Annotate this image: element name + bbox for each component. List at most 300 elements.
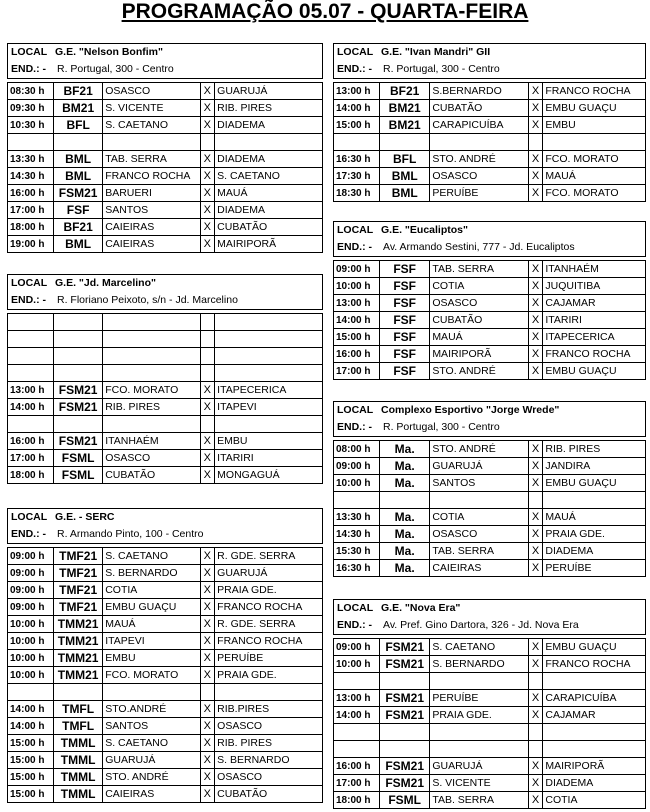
match-category: [54, 365, 103, 382]
versus-mark: X: [528, 707, 543, 724]
versus-mark: X: [528, 185, 543, 202]
schedule-table: [333, 638, 646, 809]
match-category: BF21: [380, 83, 430, 100]
match-time: [334, 741, 380, 758]
away-team: OSASCO: [215, 718, 323, 735]
versus-mark: X: [200, 752, 215, 769]
versus-mark: X: [528, 117, 543, 134]
versus-mark: X: [200, 548, 215, 565]
table-row: [334, 295, 646, 312]
venue-nelson-bonfim: [7, 43, 323, 253]
versus-mark: X: [528, 83, 543, 100]
match-time: 15:00 h: [334, 329, 380, 346]
home-team: S. BERNARDO: [103, 565, 200, 582]
home-team: RIB. PIRES: [103, 399, 200, 416]
home-team: TAB. SERRA: [430, 261, 528, 278]
home-team: [103, 365, 200, 382]
match-category: BML: [54, 236, 103, 253]
venue-local-line: [337, 600, 645, 617]
end-label: END.: -: [337, 619, 372, 631]
match-category: TMFL: [54, 718, 103, 735]
venue-address: R. Portugal, 300 - Centro: [383, 63, 500, 75]
table-row: [8, 331, 323, 348]
table-row: [334, 312, 646, 329]
end-label: END.: -: [11, 294, 46, 306]
venue-local-line: [11, 509, 322, 526]
table-row: [334, 560, 646, 577]
home-team: OSASCO: [430, 526, 528, 543]
away-team: FCO. MORATO: [543, 151, 646, 168]
schedule-table: [333, 260, 646, 380]
away-team: ITARIRI: [543, 312, 646, 329]
table-row: [8, 633, 323, 650]
match-category: BML: [54, 168, 103, 185]
match-time: 18:00 h: [8, 467, 54, 484]
match-time: 13:30 h: [8, 151, 54, 168]
match-time: 09:00 h: [8, 565, 54, 582]
match-time: 10:00 h: [8, 667, 54, 684]
match-category: FSF: [380, 295, 430, 312]
home-team: S. CAETANO: [430, 639, 528, 656]
versus-mark: X: [200, 185, 215, 202]
versus-mark: X: [200, 236, 215, 253]
table-row: [334, 792, 646, 809]
match-time: [8, 416, 54, 433]
away-team: [215, 365, 323, 382]
table-row: [334, 168, 646, 185]
match-category: FSF: [380, 278, 430, 295]
table-row: [8, 236, 323, 253]
match-category: TMM21: [54, 667, 103, 684]
table-row: [8, 599, 323, 616]
match-category: TMM21: [54, 616, 103, 633]
table-row: [334, 83, 646, 100]
match-category: FSM21: [380, 707, 430, 724]
away-team: JANDIRA: [543, 458, 646, 475]
match-category: [380, 673, 430, 690]
match-time: 09:00 h: [8, 548, 54, 565]
away-team: PRAIA GDE.: [543, 526, 646, 543]
match-category: FSF: [380, 346, 430, 363]
versus-mark: X: [200, 467, 215, 484]
home-team: ITANHAÉM: [103, 433, 200, 450]
match-category: TMF21: [54, 548, 103, 565]
match-category: [54, 134, 103, 151]
away-team: [215, 134, 323, 151]
away-team: PERUÍBE: [543, 560, 646, 577]
venue-header: [7, 274, 323, 310]
versus-mark: [528, 492, 543, 509]
versus-mark: X: [528, 792, 543, 809]
versus-mark: X: [528, 261, 543, 278]
venue-local-line: [337, 402, 645, 419]
table-row: [8, 83, 323, 100]
home-team: OSASCO: [430, 295, 528, 312]
table-row: [8, 548, 323, 565]
away-team: FRANCO ROCHA: [543, 346, 646, 363]
away-team: MAIRIPORÃ: [543, 758, 646, 775]
table-row: [334, 690, 646, 707]
venue-local-line: [337, 222, 645, 239]
away-team: [543, 134, 646, 151]
home-team: BARUERI: [103, 185, 200, 202]
home-team: [103, 134, 200, 151]
home-team: GUARUJÁ: [103, 752, 200, 769]
versus-mark: X: [200, 769, 215, 786]
match-category: Ma.: [380, 560, 430, 577]
home-team: CAIEIRAS: [103, 219, 200, 236]
match-category: TMM21: [54, 650, 103, 667]
match-category: FSM21: [54, 185, 103, 202]
home-team: EMBU: [103, 650, 200, 667]
versus-mark: X: [528, 690, 543, 707]
match-time: 18:30 h: [334, 185, 380, 202]
away-team: MAIRIPORÃ: [215, 236, 323, 253]
away-team: MAUÁ: [215, 185, 323, 202]
versus-mark: [200, 331, 215, 348]
away-team: S. CAETANO: [215, 168, 323, 185]
away-team: DIADEMA: [215, 202, 323, 219]
match-category: BML: [380, 185, 430, 202]
local-label: LOCAL: [11, 277, 48, 289]
table-row: [334, 639, 646, 656]
match-time: 16:30 h: [334, 151, 380, 168]
end-label: END.: -: [337, 241, 372, 253]
table-row: [8, 786, 323, 803]
match-category: FSM21: [54, 382, 103, 399]
venue-address: R. Portugal, 300 - Centro: [57, 63, 174, 75]
venue-ivan-mandri: [333, 43, 646, 202]
match-category: FSM21: [380, 656, 430, 673]
match-category: [54, 348, 103, 365]
away-team: FRANCO ROCHA: [543, 83, 646, 100]
table-row: [8, 684, 323, 701]
versus-mark: X: [528, 100, 543, 117]
table-row: [8, 219, 323, 236]
match-category: Ma.: [380, 441, 430, 458]
away-team: RIB. PIRES: [215, 100, 323, 117]
table-row: [334, 185, 646, 202]
table-row: [334, 475, 646, 492]
away-team: S. BERNARDO: [215, 752, 323, 769]
versus-mark: X: [200, 650, 215, 667]
match-time: 13:00 h: [334, 295, 380, 312]
versus-mark: X: [528, 151, 543, 168]
match-time: 09:30 h: [8, 100, 54, 117]
away-team: R. GDE. SERRA: [215, 616, 323, 633]
match-time: [8, 134, 54, 151]
venue-name: G.E. "Jd. Marcelino": [55, 277, 156, 289]
table-row: [334, 261, 646, 278]
table-row: [8, 701, 323, 718]
away-team: RIB. PIRES: [215, 735, 323, 752]
venue-jorge-wrede: [333, 401, 646, 577]
table-row: [334, 329, 646, 346]
venue-name: G.E. "Eucaliptos": [381, 224, 468, 236]
versus-mark: X: [528, 363, 543, 380]
venue-header: [7, 508, 323, 544]
match-category: BF21: [54, 83, 103, 100]
match-time: 10:00 h: [334, 475, 380, 492]
home-team: TAB. SERRA: [430, 792, 528, 809]
venue-name: G.E. - SERC: [55, 511, 115, 523]
versus-mark: [528, 134, 543, 151]
match-time: 16:00 h: [334, 758, 380, 775]
table-row: [8, 117, 323, 134]
home-team: S.BERNARDO: [430, 83, 528, 100]
match-time: 08:00 h: [334, 441, 380, 458]
away-team: [543, 741, 646, 758]
match-category: BML: [380, 168, 430, 185]
home-team: STO. ANDRÉ: [430, 151, 528, 168]
match-time: 18:00 h: [8, 219, 54, 236]
versus-mark: X: [200, 599, 215, 616]
home-team: [430, 673, 528, 690]
match-time: 13:00 h: [8, 382, 54, 399]
venue-address-line: [11, 526, 322, 543]
away-team: OSASCO: [215, 769, 323, 786]
match-time: 13:00 h: [334, 83, 380, 100]
table-row: [334, 673, 646, 690]
match-category: [54, 331, 103, 348]
away-team: [543, 673, 646, 690]
away-team: EMBU GUAÇU: [543, 100, 646, 117]
table-row: [8, 202, 323, 219]
home-team: OSASCO: [430, 168, 528, 185]
match-category: [380, 492, 430, 509]
home-team: S. CAETANO: [103, 117, 200, 134]
table-row: [334, 117, 646, 134]
home-team: MAUÁ: [103, 616, 200, 633]
venue-header: [7, 43, 323, 79]
match-time: 14:30 h: [8, 168, 54, 185]
venue-address-line: [337, 61, 645, 78]
schedule-table: [7, 82, 323, 253]
home-team: OSASCO: [103, 83, 200, 100]
home-team: STO.ANDRÉ: [103, 701, 200, 718]
match-category: Ma.: [380, 543, 430, 560]
versus-mark: X: [528, 656, 543, 673]
home-team: EMBU GUAÇU: [103, 599, 200, 616]
match-category: [54, 314, 103, 331]
home-team: FCO. MORATO: [103, 382, 200, 399]
home-team: TAB. SERRA: [103, 151, 200, 168]
match-category: Ma.: [380, 458, 430, 475]
versus-mark: X: [200, 450, 215, 467]
versus-mark: X: [528, 509, 543, 526]
match-category: FSML: [54, 450, 103, 467]
home-team: [430, 724, 528, 741]
match-time: 17:00 h: [8, 202, 54, 219]
match-time: [8, 314, 54, 331]
home-team: [103, 348, 200, 365]
table-row: [334, 151, 646, 168]
away-team: FRANCO ROCHA: [215, 633, 323, 650]
match-time: 14:00 h: [334, 312, 380, 329]
away-team: DIADEMA: [215, 117, 323, 134]
versus-mark: X: [200, 399, 215, 416]
away-team: [215, 684, 323, 701]
home-team: CUBATÃO: [430, 312, 528, 329]
match-time: 13:00 h: [334, 690, 380, 707]
match-time: 17:00 h: [8, 450, 54, 467]
away-team: EMBU: [215, 433, 323, 450]
table-row: [334, 724, 646, 741]
venue-address-line: [11, 61, 322, 78]
home-team: CAIEIRAS: [103, 786, 200, 803]
venue-header: [333, 221, 646, 257]
table-row: [8, 348, 323, 365]
page-title: PROGRAMAÇÃO 05.07 - QUARTA-FEIRA: [121, 0, 529, 23]
table-row: [334, 278, 646, 295]
away-team: CAJAMAR: [543, 707, 646, 724]
home-team: STO. ANDRÉ: [103, 769, 200, 786]
home-team: CUBATÃO: [103, 467, 200, 484]
match-category: FSML: [380, 792, 430, 809]
versus-mark: X: [200, 616, 215, 633]
end-label: END.: -: [337, 421, 372, 433]
match-time: 09:00 h: [8, 582, 54, 599]
match-category: TMFL: [54, 701, 103, 718]
end-label: END.: -: [11, 63, 46, 75]
versus-mark: [200, 134, 215, 151]
away-team: PERUÍBE: [215, 650, 323, 667]
venue-address-line: [337, 419, 645, 436]
home-team: SANTOS: [103, 718, 200, 735]
match-category: BM21: [54, 100, 103, 117]
table-row: [334, 775, 646, 792]
away-team: [215, 416, 323, 433]
match-category: [54, 416, 103, 433]
match-time: 08:30 h: [8, 83, 54, 100]
match-time: 16:00 h: [334, 346, 380, 363]
versus-mark: [200, 416, 215, 433]
versus-mark: X: [200, 667, 215, 684]
venue-local-line: [337, 44, 645, 61]
match-time: [334, 492, 380, 509]
match-category: FSM21: [380, 639, 430, 656]
versus-mark: X: [528, 526, 543, 543]
versus-mark: X: [528, 758, 543, 775]
away-team: RIB.PIRES: [215, 701, 323, 718]
match-time: [8, 331, 54, 348]
venue-address-line: [11, 292, 322, 309]
match-time: 16:30 h: [334, 560, 380, 577]
match-time: 19:00 h: [8, 236, 54, 253]
venue-address: Av. Pref. Gino Dartora, 326 - Jd. Nova Era: [383, 619, 579, 631]
local-label: LOCAL: [11, 46, 48, 58]
schedule-table: [7, 313, 323, 484]
local-label: LOCAL: [337, 224, 374, 236]
venue-name: G.E. "Nova Era": [381, 602, 461, 614]
home-team: CAIEIRAS: [430, 560, 528, 577]
match-category: BF21: [54, 219, 103, 236]
match-category: TMM21: [54, 633, 103, 650]
home-team: MAUÁ: [430, 329, 528, 346]
home-team: PERUÍBE: [430, 690, 528, 707]
versus-mark: X: [200, 219, 215, 236]
away-team: PRAIA GDE.: [215, 582, 323, 599]
end-label: END.: -: [11, 528, 46, 540]
versus-mark: X: [200, 582, 215, 599]
venue-jd-marcelino: [7, 274, 323, 484]
table-row: [8, 433, 323, 450]
table-row: [8, 769, 323, 786]
versus-mark: X: [528, 639, 543, 656]
venue-header: [333, 401, 646, 437]
home-team: STO. ANDRÉ: [430, 441, 528, 458]
venue-nova-era: [333, 599, 646, 809]
home-team: TAB. SERRA: [430, 543, 528, 560]
venue-address-line: [337, 617, 645, 634]
home-team: CUBATÃO: [430, 100, 528, 117]
match-time: 10:00 h: [8, 616, 54, 633]
end-label: END.: -: [337, 63, 372, 75]
versus-mark: X: [528, 475, 543, 492]
match-time: 13:30 h: [334, 509, 380, 526]
match-time: 10:00 h: [334, 656, 380, 673]
away-team: DIADEMA: [543, 775, 646, 792]
versus-mark: [200, 684, 215, 701]
table-row: [334, 441, 646, 458]
away-team: CAJAMAR: [543, 295, 646, 312]
home-team: PERUÍBE: [430, 185, 528, 202]
versus-mark: X: [200, 735, 215, 752]
versus-mark: X: [528, 775, 543, 792]
home-team: S. CAETANO: [103, 548, 200, 565]
away-team: ITAPECERICA: [543, 329, 646, 346]
home-team: [103, 314, 200, 331]
away-team: GUARUJÁ: [215, 83, 323, 100]
match-category: FSML: [54, 467, 103, 484]
away-team: EMBU GUAÇU: [543, 639, 646, 656]
home-team: [430, 492, 528, 509]
versus-mark: [528, 724, 543, 741]
match-time: 17:00 h: [334, 363, 380, 380]
match-category: TMML: [54, 786, 103, 803]
match-category: BFL: [54, 117, 103, 134]
away-team: ITARIRI: [215, 450, 323, 467]
versus-mark: X: [200, 565, 215, 582]
table-row: [334, 458, 646, 475]
home-team: SANTOS: [430, 475, 528, 492]
match-category: FSF: [380, 312, 430, 329]
venue-local-line: [11, 275, 322, 292]
table-row: [334, 346, 646, 363]
schedule-table: [333, 440, 646, 577]
table-row: [8, 314, 323, 331]
match-time: [334, 673, 380, 690]
match-time: 18:00 h: [334, 792, 380, 809]
table-row: [8, 616, 323, 633]
table-row: [8, 467, 323, 484]
home-team: [430, 741, 528, 758]
home-team: GUARUJÁ: [430, 758, 528, 775]
away-team: DIADEMA: [543, 543, 646, 560]
home-team: COTIA: [430, 278, 528, 295]
match-category: FSF: [380, 329, 430, 346]
table-row: [8, 151, 323, 168]
table-row: [8, 565, 323, 582]
local-label: LOCAL: [337, 46, 374, 58]
home-team: [430, 134, 528, 151]
home-team: S. VICENTE: [103, 100, 200, 117]
table-row: [334, 543, 646, 560]
match-category: Ma.: [380, 509, 430, 526]
table-row: [8, 399, 323, 416]
home-team: SANTOS: [103, 202, 200, 219]
table-row: [334, 526, 646, 543]
